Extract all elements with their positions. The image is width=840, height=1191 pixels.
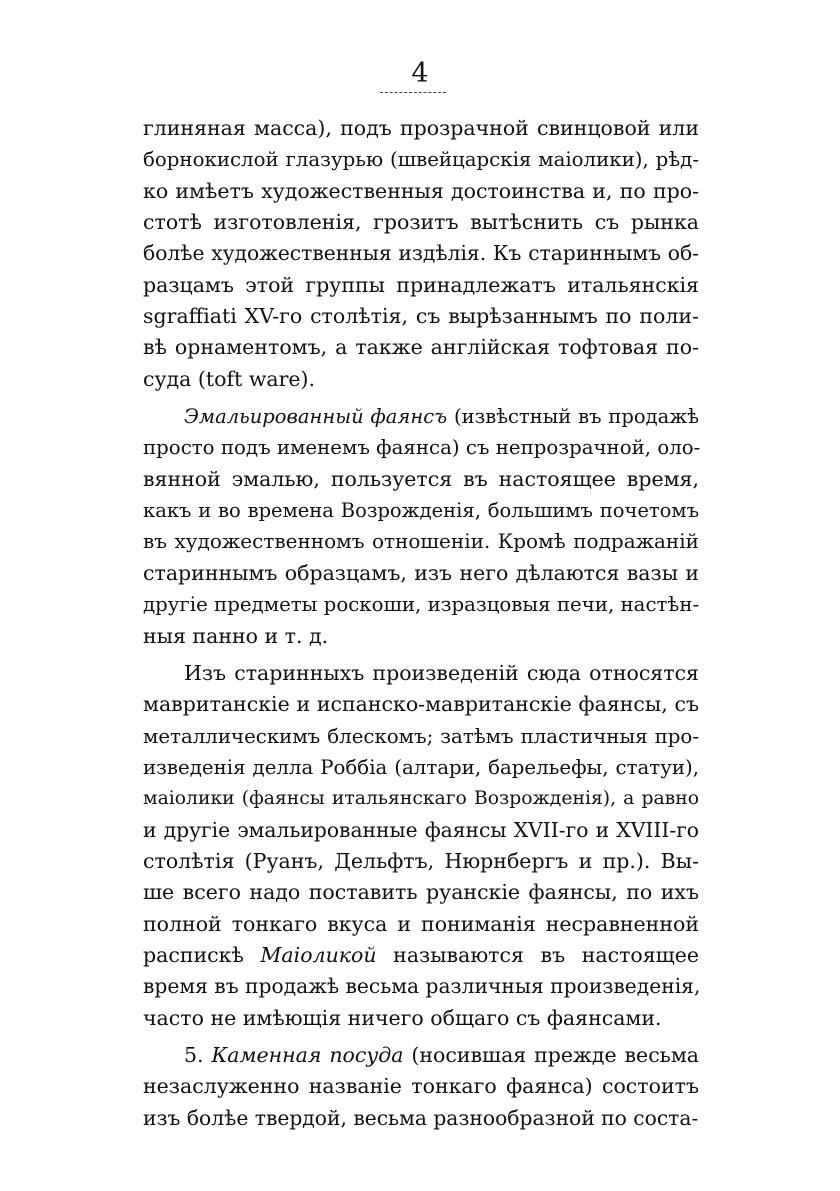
text-line xyxy=(143,721,699,752)
text-run: ко имѣетъ художественныя достоинства и, по про- xyxy=(143,178,699,203)
text-run: изъ болѣе твердой, весьма разнообразной по соста- xyxy=(143,1105,699,1130)
text-run: Изъ старинныхъ произведеній сюда относятся xyxy=(184,660,699,685)
text-run: маіолики (фаянсы итальянскаго Возрожденія), а равно xyxy=(143,788,699,810)
text-line xyxy=(143,940,699,971)
text-line xyxy=(143,176,699,207)
text-run: борнокислой глазурью (швейцарскія маіолики), рѣд- xyxy=(143,148,699,172)
text-run: 5. xyxy=(184,1042,212,1067)
text-line xyxy=(143,752,699,783)
text-line xyxy=(143,464,699,495)
text-run: время въ продажѣ весьма различныя произведенія, xyxy=(143,974,701,999)
text-run: какъ и во времена Возрожденія, большимъ почетомъ xyxy=(143,499,699,523)
page-text xyxy=(143,113,699,1134)
text-run: столѣтія (Руанъ, Дельфтъ, Нюрнбергъ и пр.). Вы- xyxy=(143,848,699,873)
text-run: суда (toft ware). xyxy=(143,366,316,391)
text-line xyxy=(143,270,699,301)
text-run: незаслуженно названіе тонкаго фаянса) состоитъ xyxy=(143,1074,699,1099)
text-line xyxy=(143,432,699,463)
text-line xyxy=(143,558,699,589)
page-number-rule xyxy=(380,92,446,93)
text-run: мавританскіе и испанско-мавританскіе фаянсы, съ xyxy=(143,692,699,717)
text-run: sgraffiati XV-го столѣтія, съ вырѣзаннымъ по поли- xyxy=(143,304,699,329)
text-line xyxy=(143,144,699,175)
text-line xyxy=(143,332,699,363)
paragraph xyxy=(143,113,699,395)
text-line xyxy=(143,301,699,332)
text-run: распискѣ xyxy=(143,942,261,967)
text-run: часто не имѣющія ничего общаго съ фаянсами. xyxy=(143,1005,662,1030)
text-run: (носившая прежде весьма xyxy=(403,1042,700,1067)
text-line xyxy=(143,783,699,814)
text-line xyxy=(143,364,699,395)
text-run: и другіе эмальированные фаянсы XVII-го и XVIII-го xyxy=(143,817,699,842)
text-run: просто подъ именемъ фаянса) съ непрозрачной, оло- xyxy=(143,436,701,460)
text-line xyxy=(143,1003,699,1034)
text-run: глиняная масса), подъ прозрачной свинцовой или xyxy=(143,116,699,140)
text-line xyxy=(143,401,699,432)
italic-term: Каменная посуда xyxy=(211,1042,404,1067)
text-line xyxy=(143,113,699,144)
text-run: называются въ настоящее xyxy=(376,942,700,967)
text-line xyxy=(143,971,699,1002)
text-run: полной тонкаго вкуса и пониманія несравненной xyxy=(143,911,699,936)
text-run: другіе предметы роскоши, изразцовыя печи, настѣн- xyxy=(143,593,700,617)
text-line xyxy=(143,877,699,908)
text-run: въ художественномъ отношеніи. Кромѣ подражаній xyxy=(143,529,699,554)
text-line xyxy=(143,207,699,238)
text-line xyxy=(143,1040,699,1071)
text-line xyxy=(143,589,699,620)
italic-term: Маіоликой xyxy=(260,942,377,967)
text-line xyxy=(143,909,699,940)
text-line xyxy=(143,846,699,877)
page-number: 4 xyxy=(411,58,429,89)
text-line xyxy=(143,658,699,689)
text-line xyxy=(143,1103,699,1134)
text-run: ныя панно и т. д. xyxy=(143,623,329,648)
text-line xyxy=(143,1071,699,1102)
text-run: разцамъ этой группы принадлежатъ итальянскія xyxy=(143,272,699,297)
text-line xyxy=(143,526,699,557)
text-run: металлическимъ блескомъ; затѣмъ пластичныя про- xyxy=(143,724,699,748)
text-run: стариннымъ образцамъ, изъ него дѣлаются вазы и xyxy=(143,560,699,585)
text-run: ше всего надо поставить руанскіе фаянсы, по ихъ xyxy=(143,880,699,905)
text-line xyxy=(143,238,699,269)
italic-term: Эмальированный фаянсъ xyxy=(184,405,448,429)
text-run: болѣе художественныя издѣлія. Къ стариннымъ об- xyxy=(143,241,699,266)
text-line xyxy=(143,495,699,526)
text-run: изведенія делла Роббіа (алтари, барельефы, статуи), xyxy=(143,755,699,779)
paragraph xyxy=(143,1040,699,1134)
text-line xyxy=(143,689,699,720)
text-run: вянной эмалью, пользуется въ настоящее время, xyxy=(143,466,699,491)
paragraph xyxy=(143,658,699,1034)
text-run: (извѣстный въ продажѣ xyxy=(447,405,699,429)
paragraph xyxy=(143,401,699,652)
text-run: вѣ орнаментомъ, а также англійская тофтовая по- xyxy=(143,335,699,360)
text-run: стотѣ изготовленія, грозитъ вытѣснить съ рынка xyxy=(143,210,699,235)
text-line xyxy=(143,815,699,846)
text-line xyxy=(143,621,699,652)
